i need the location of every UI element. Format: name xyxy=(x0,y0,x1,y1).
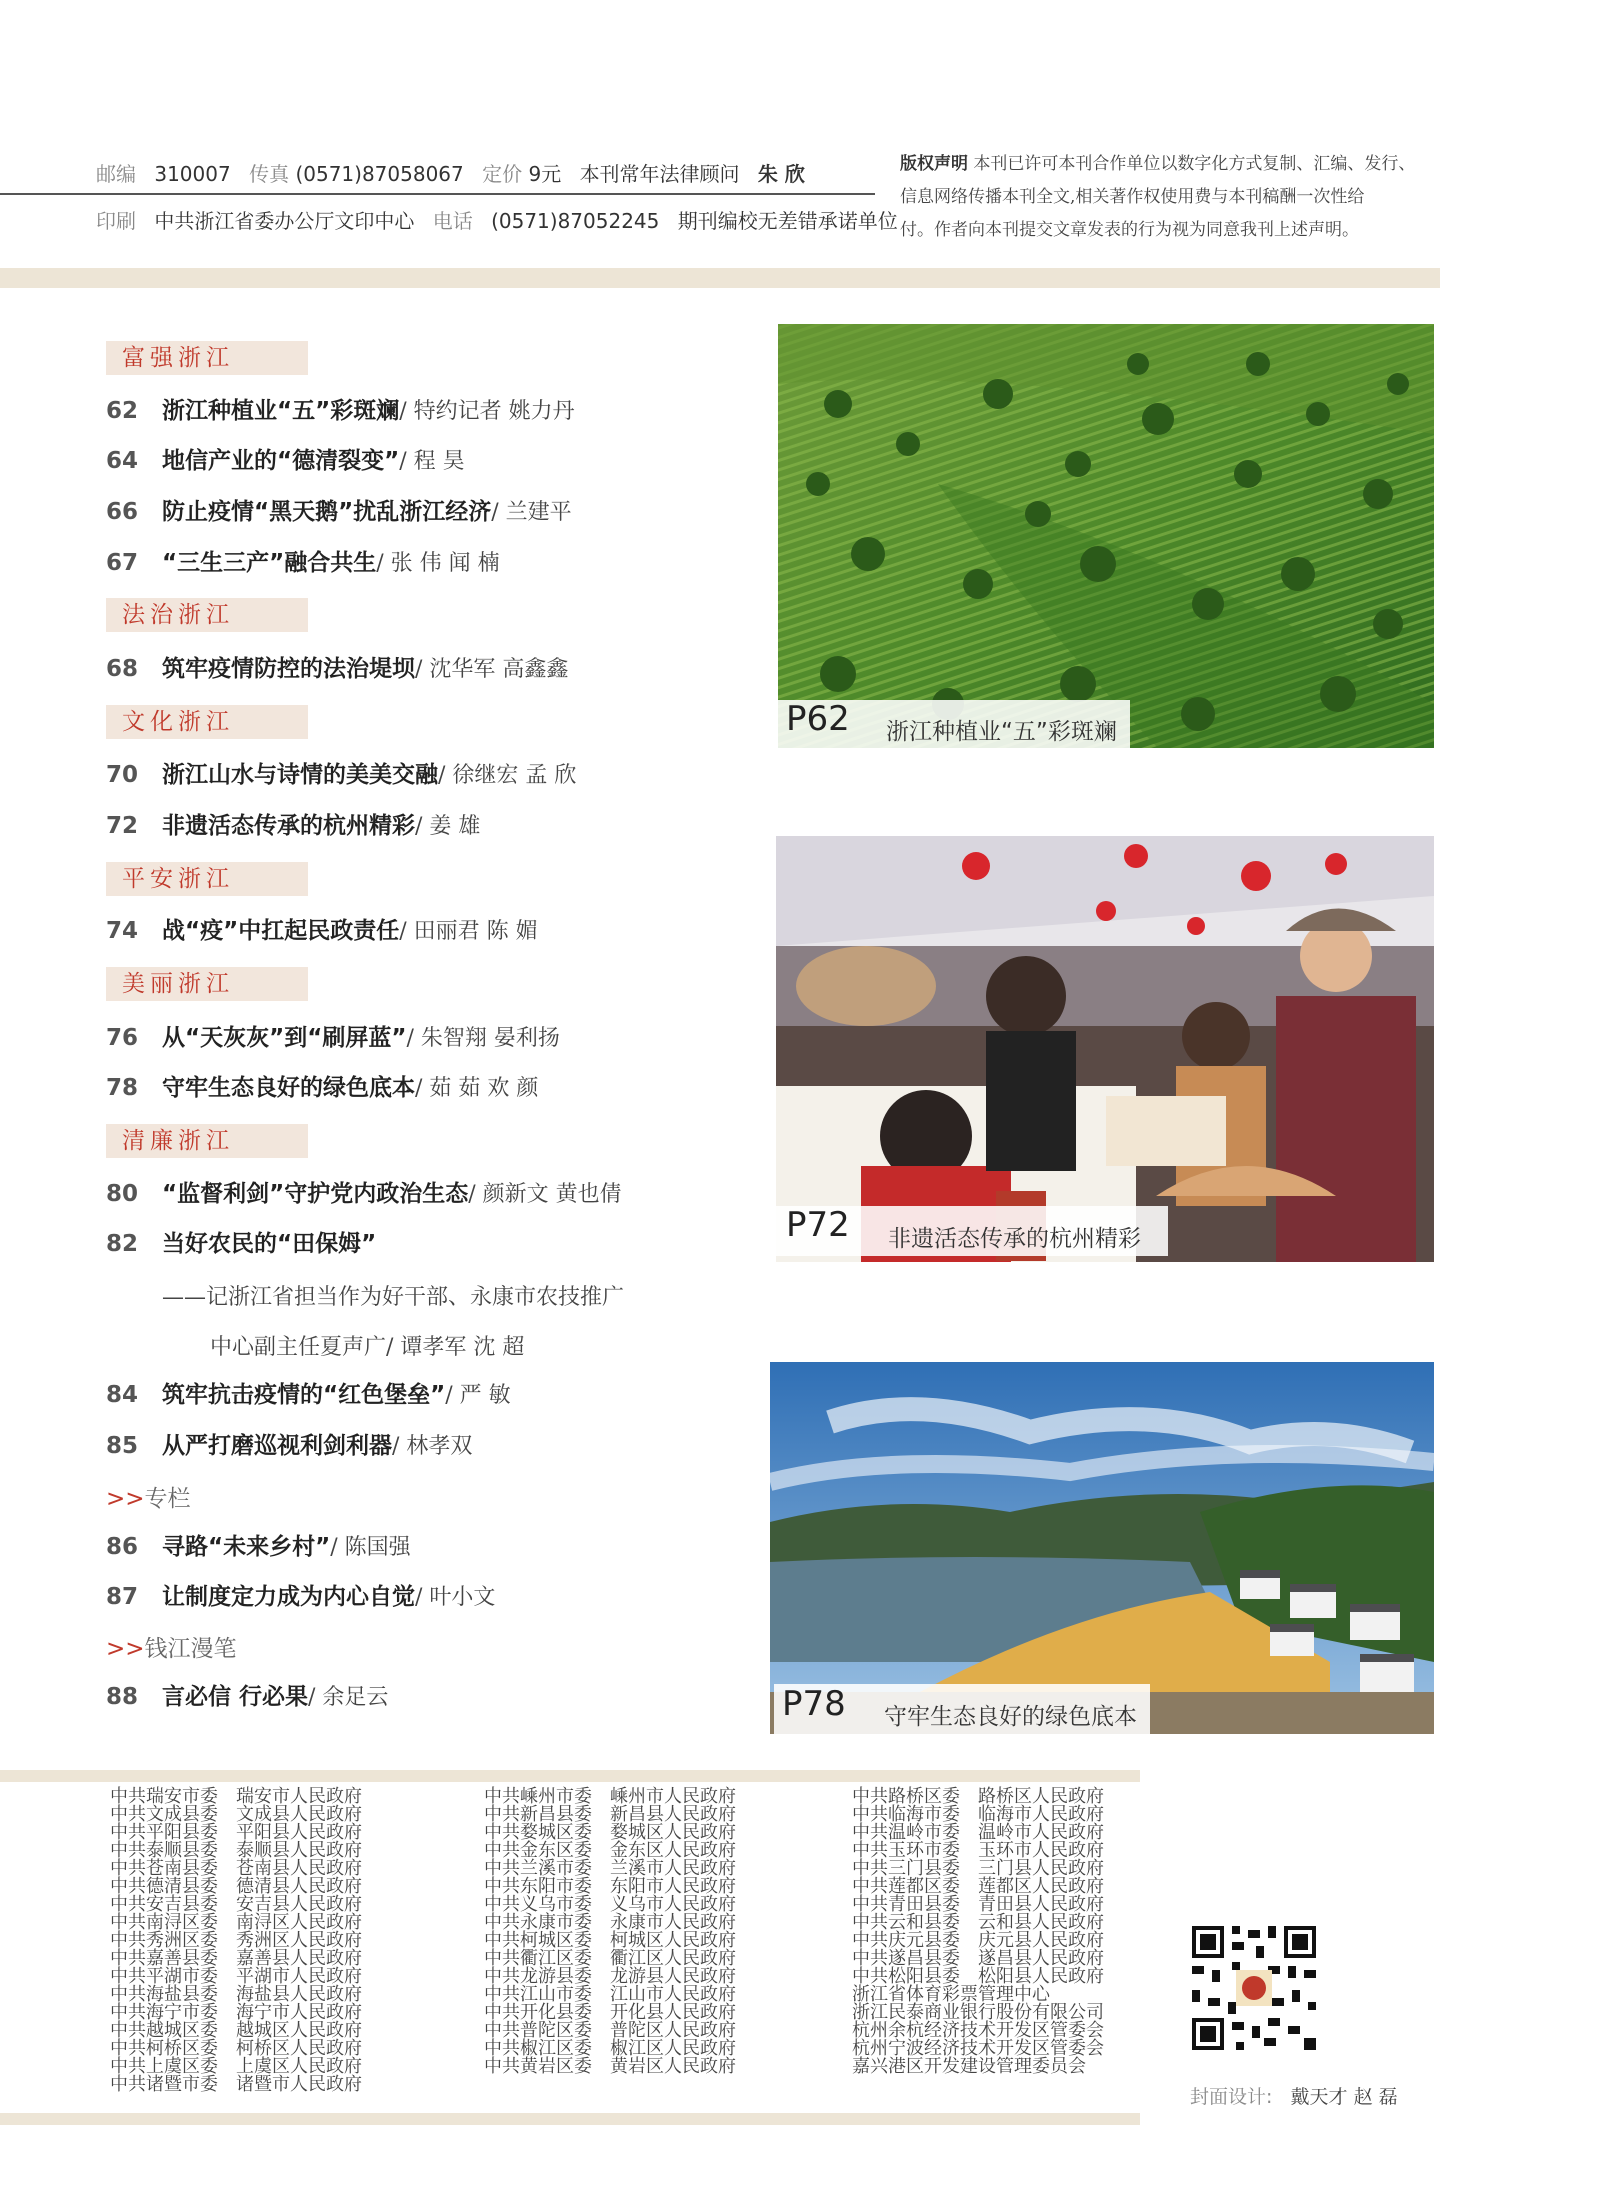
sponsor-entry: 中共上虞区委 上虞区人民政府 xyxy=(110,2056,362,2077)
sponsor-entry: 中共路桥区委 路桥区人民政府 xyxy=(852,1786,1104,1807)
masthead-row-1 xyxy=(96,158,805,187)
toc-title: 寻路“未来乡村” xyxy=(162,1534,331,1560)
toc-author: / 沈华军 高鑫鑫 xyxy=(415,657,569,682)
sponsor-entry: 中共泰顺县委 泰顺县人民政府 xyxy=(110,1840,362,1861)
lakeside-village-image xyxy=(770,1362,1434,1734)
toc-author: / 徐继宏 孟 欣 xyxy=(438,763,577,788)
section-header: 美丽浙江 xyxy=(106,967,308,1001)
sponsor-entry: 中共文成县委 文成县人民政府 xyxy=(110,1804,362,1825)
phone-label: 电话 xyxy=(432,209,473,233)
toc-page: 85 xyxy=(106,1433,139,1459)
toc-author: / 程 昊 xyxy=(399,449,465,474)
toc-title: 守牢生态良好的绿色底本 xyxy=(162,1075,415,1101)
toc-author: / 严 敏 xyxy=(445,1383,511,1408)
sponsor-column-2 xyxy=(484,1788,736,2076)
toc-author: / 陈国强 xyxy=(330,1535,411,1560)
toc-page: 72 xyxy=(106,813,139,839)
sponsor-entry: 中共龙游县委 龙游县人民政府 xyxy=(484,1966,736,1987)
toc-author: / 颜新文 黄也倩 xyxy=(468,1182,622,1207)
tea-plantation-image xyxy=(778,324,1434,748)
toc-entry[interactable] xyxy=(106,1227,376,1261)
qr-code-icon[interactable] xyxy=(1188,1922,1320,2054)
toc-entry[interactable] xyxy=(106,1378,511,1412)
sponsor-entry: 中共嵊州市委 嵊州市人民政府 xyxy=(484,1786,736,1807)
toc-title: 从“天灰灰”到“刷屏蓝” xyxy=(162,1025,407,1051)
cover-design-names: 戴天才 赵 磊 xyxy=(1290,2086,1398,2108)
copyright-notice xyxy=(900,148,1440,247)
photo-caption-text: 非遗活态传承的杭州精彩 xyxy=(888,1226,1141,1252)
column-label: 钱江漫笔 xyxy=(144,1636,237,1662)
toc-author: / 林孝双 xyxy=(392,1434,473,1459)
sponsor-entry: 中共东阳市委 东阳市人民政府 xyxy=(484,1876,736,1897)
postcode-label: 邮编 xyxy=(96,162,136,186)
sponsor-entry: 中共南浔区委 南浔区人民政府 xyxy=(110,1912,362,1933)
printer-label: 印刷 xyxy=(96,209,136,233)
toc-page: 62 xyxy=(106,398,139,424)
toc-entry[interactable] xyxy=(106,1580,495,1614)
toc-title: 非遗活态传承的杭州精彩 xyxy=(162,813,415,839)
toc-author: / 朱智翔 晏利扬 xyxy=(406,1026,560,1051)
sponsor-entry: 中共柯城区委 柯城区人民政府 xyxy=(484,1930,736,1951)
cultural-fair-image xyxy=(776,836,1434,1262)
sponsor-entry: 中共玉环市委 玉环市人民政府 xyxy=(852,1840,1104,1861)
toc-title: 言必信 行必果 xyxy=(162,1684,309,1710)
toc-title: 地信产业的“德清裂变” xyxy=(162,448,400,474)
sponsor-entry: 中共遂昌县委 遂昌县人民政府 xyxy=(852,1948,1104,1969)
printer-value: 中共浙江省委办公厅文印中心 xyxy=(154,209,415,233)
toc-entry[interactable] xyxy=(106,652,568,686)
masthead-row-2 xyxy=(96,205,898,234)
price-label: 定价 xyxy=(482,162,523,186)
toc-page: 66 xyxy=(106,499,139,525)
sponsor-entry: 杭州余杭经济技术开发区管委会 xyxy=(852,2020,1104,2041)
sponsor-entry: 中共平阳县委 平阳县人民政府 xyxy=(110,1822,362,1843)
sponsor-entry: 中共金东区委 金东区人民政府 xyxy=(484,1840,736,1861)
sponsor-entry: 中共越城区委 越城区人民政府 xyxy=(110,2020,362,2041)
sponsor-entry: 中共黄岩区委 黄岩区人民政府 xyxy=(484,2056,736,2077)
copyright-line-2: 信息网络传播本刊全文,相关著作权使用费与本刊稿酬一次性给 xyxy=(900,187,1365,207)
sponsor-entry: 中共平湖市委 平湖市人民政府 xyxy=(110,1966,362,1987)
section-header: 清廉浙江 xyxy=(106,1124,308,1158)
sponsor-column-1 xyxy=(110,1788,362,2094)
toc-page: 67 xyxy=(106,550,139,576)
sponsor-entry: 中共婺城区委 婺城区人民政府 xyxy=(484,1822,736,1843)
toc-entry[interactable] xyxy=(106,809,480,843)
toc-subtitle-line-1: ——记浙江省担当作为好干部、永康市农技推广 xyxy=(162,1285,625,1310)
lakeside-village-photo[interactable] xyxy=(770,1362,1434,1734)
toc-page: 68 xyxy=(106,656,139,682)
toc-author: / 茹 茹 欢 颜 xyxy=(415,1076,539,1101)
tea-plantation-photo[interactable] xyxy=(778,324,1434,748)
sponsor-entry: 中共三门县委 三门县人民政府 xyxy=(852,1858,1104,1879)
toc-title: “监督利剑”守护党内政治生态 xyxy=(162,1181,469,1207)
sponsor-entry: 中共温岭市委 温岭市人民政府 xyxy=(852,1822,1104,1843)
sponsor-entry: 嘉兴港区开发建设管理委员会 xyxy=(852,2056,1086,2077)
toc-page: 76 xyxy=(106,1025,139,1051)
sponsor-entry: 中共安吉县委 安吉县人民政府 xyxy=(110,1894,362,1915)
sponsor-entry: 中共衢江区委 衢江区人民政府 xyxy=(484,1948,736,1969)
photo-page-label: P78 xyxy=(782,1684,846,1724)
cover-design-credit xyxy=(1190,2082,1398,2109)
price-value: 9元 xyxy=(528,162,562,186)
copyright-title: 版权声明 xyxy=(900,154,968,174)
toc-page: 80 xyxy=(106,1181,139,1207)
sponsor-entry: 中共庆元县委 庆元县人民政府 xyxy=(852,1930,1104,1951)
toc-entry[interactable] xyxy=(106,1530,411,1564)
toc-title: 让制度定力成为内心自觉 xyxy=(162,1584,415,1610)
sponsor-entry: 中共德清县委 德清县人民政府 xyxy=(110,1876,362,1897)
photo-page-label: P72 xyxy=(786,1205,850,1245)
sponsor-entry: 中共新昌县委 新昌县人民政府 xyxy=(484,1804,736,1825)
toc-title: 防止疫情“黑天鹅”扰乱浙江经济 xyxy=(162,499,492,525)
postcode-value: 310007 xyxy=(154,162,231,186)
sponsor-entry: 中共柯桥区委 柯桥区人民政府 xyxy=(110,2038,362,2059)
sponsor-entry: 中共椒江区委 椒江区人民政府 xyxy=(484,2038,736,2059)
section-header: 平安浙江 xyxy=(106,862,308,896)
toc-entry[interactable] xyxy=(106,1177,622,1211)
section-header: 法治浙江 xyxy=(106,598,308,632)
toc-title: 浙江山水与诗情的美美交融 xyxy=(162,762,438,788)
section-header: 富强浙江 xyxy=(106,341,308,375)
phone-value: (0571)87052245 xyxy=(491,209,660,233)
copyright-line-1: 本刊已许可本刊合作单位以数字化方式复制、汇编、发行、 xyxy=(973,154,1416,174)
sponsor-entry: 浙江民泰商业银行股份有限公司 xyxy=(852,2002,1104,2023)
sponsor-entry: 中共临海市委 临海市人民政府 xyxy=(852,1804,1104,1825)
sponsor-entry: 中共莲都区委 莲都区人民政府 xyxy=(852,1876,1104,1897)
sponsor-entry: 中共普陀区委 普陀区人民政府 xyxy=(484,2020,736,2041)
sponsor-entry: 中共秀洲区委 秀洲区人民政府 xyxy=(110,1930,362,1951)
toc-entry[interactable] xyxy=(106,394,575,428)
toc-page: 64 xyxy=(106,448,139,474)
toc-page: 78 xyxy=(106,1075,139,1101)
sponsor-column-3 xyxy=(852,1788,1104,2076)
toc-author: / 田丽君 陈 媚 xyxy=(399,919,538,944)
toc-author: / 叶小文 xyxy=(415,1585,496,1610)
toc-author: / 兰建平 xyxy=(491,500,572,525)
toc-author: / 张 伟 闻 楠 xyxy=(376,551,500,576)
cover-design-label: 封面设计: xyxy=(1190,2086,1273,2108)
toc-entry[interactable] xyxy=(106,914,538,948)
sponsor-entry: 中共海盐县委 海盐县人民政府 xyxy=(110,1984,362,2005)
toc-author: / 姜 雄 xyxy=(415,814,481,839)
sponsor-entry: 中共松阳县委 松阳县人民政府 xyxy=(852,1966,1104,1987)
sponsor-entry: 中共云和县委 云和县人民政府 xyxy=(852,1912,1104,1933)
sponsor-entry: 中共诸暨市委 诸暨市人民政府 xyxy=(110,2074,362,2095)
fax-label: 传真 xyxy=(249,162,290,186)
sponsor-entry: 中共永康市委 永康市人民政府 xyxy=(484,1912,736,1933)
toc-page: 74 xyxy=(106,918,139,944)
sponsor-entry: 中共瑞安市委 瑞安市人民政府 xyxy=(110,1786,362,1807)
toc-entry[interactable] xyxy=(106,546,500,580)
sponsor-top-bar xyxy=(0,1770,1140,1782)
photo-caption-text: 浙江种植业“五”彩斑斓 xyxy=(886,719,1117,745)
counsel-label: 本刊常年法律顾问 xyxy=(579,162,740,186)
fax-value: (0571)87058067 xyxy=(295,162,464,186)
toc-title: “三生三产”融合共生 xyxy=(162,550,377,576)
column-label: 专栏 xyxy=(144,1486,191,1512)
masthead-rule xyxy=(0,193,875,195)
toc-author: / 特约记者 姚力丹 xyxy=(399,399,575,424)
column-arrow: >> xyxy=(106,1636,145,1662)
sponsor-entry: 中共开化县委 开化县人民政府 xyxy=(484,2002,736,2023)
sponsor-entry: 中共嘉善县委 嘉善县人民政府 xyxy=(110,1948,362,1969)
cultural-fair-photo[interactable] xyxy=(776,836,1434,1262)
toc-page: 87 xyxy=(106,1584,139,1610)
toc-entry[interactable] xyxy=(106,444,465,478)
sponsor-entry: 浙江省体育彩票管理中心 xyxy=(852,1984,1050,2005)
toc-title: 从严打磨巡视利剑利器 xyxy=(162,1433,392,1459)
toc-page: 84 xyxy=(106,1382,139,1408)
toc-title: 战“疫”中扛起民政责任 xyxy=(162,918,400,944)
section-header: 文化浙江 xyxy=(106,705,308,739)
sponsor-entry: 中共义乌市委 义乌市人民政府 xyxy=(484,1894,736,1915)
sponsor-bottom-bar xyxy=(0,2113,1140,2125)
toc-title: 筑牢疫情防控的法治堤坝 xyxy=(162,656,415,682)
counsel-name: 朱 欣 xyxy=(757,162,805,186)
sponsor-entry: 中共江山市委 江山市人民政府 xyxy=(484,1984,736,2005)
toc-entry[interactable] xyxy=(106,495,572,529)
photo-page-label: P62 xyxy=(786,699,850,739)
sponsor-entry: 中共海宁市委 海宁市人民政府 xyxy=(110,2002,362,2023)
sponsor-entry: 中共苍南县委 苍南县人民政府 xyxy=(110,1858,362,1879)
toc-entry[interactable] xyxy=(106,1021,560,1055)
toc-entry[interactable] xyxy=(106,1680,388,1714)
copyright-line-3: 付。作者向本刊提交文章发表的行为视为同意我刊上述声明。 xyxy=(900,220,1359,240)
proof-note: 期刊编校无差错承诺单位 xyxy=(677,209,898,233)
toc-title: 筑牢抗击疫情的“红色堡垒” xyxy=(162,1382,446,1408)
toc-page: 82 xyxy=(106,1231,139,1257)
toc-page: 86 xyxy=(106,1534,139,1560)
toc-entry[interactable] xyxy=(106,758,576,792)
toc-page: 70 xyxy=(106,762,139,788)
toc-entry[interactable] xyxy=(106,1429,472,1463)
toc-subtitle-line-2: 中心副主任夏声广/ 谭孝军 沈 超 xyxy=(210,1335,525,1360)
column-header xyxy=(106,1630,237,1663)
photo-caption-text: 守牢生态良好的绿色底本 xyxy=(884,1704,1137,1730)
toc-title: 浙江种植业“五”彩斑斓 xyxy=(162,398,400,424)
sponsor-entry: 中共兰溪市委 兰溪市人民政府 xyxy=(484,1858,736,1879)
sponsor-entry: 杭州宁波经济技术开发区管委会 xyxy=(852,2038,1104,2059)
toc-page: 88 xyxy=(106,1684,139,1710)
column-header xyxy=(106,1480,191,1513)
toc-author: / 余足云 xyxy=(308,1685,389,1710)
header-divider-bar xyxy=(0,268,1440,288)
toc-title: 当好农民的“田保姆” xyxy=(162,1231,377,1257)
toc-entry[interactable] xyxy=(106,1071,538,1105)
sponsor-entry: 中共青田县委 青田县人民政府 xyxy=(852,1894,1104,1915)
column-arrow: >> xyxy=(106,1486,145,1512)
